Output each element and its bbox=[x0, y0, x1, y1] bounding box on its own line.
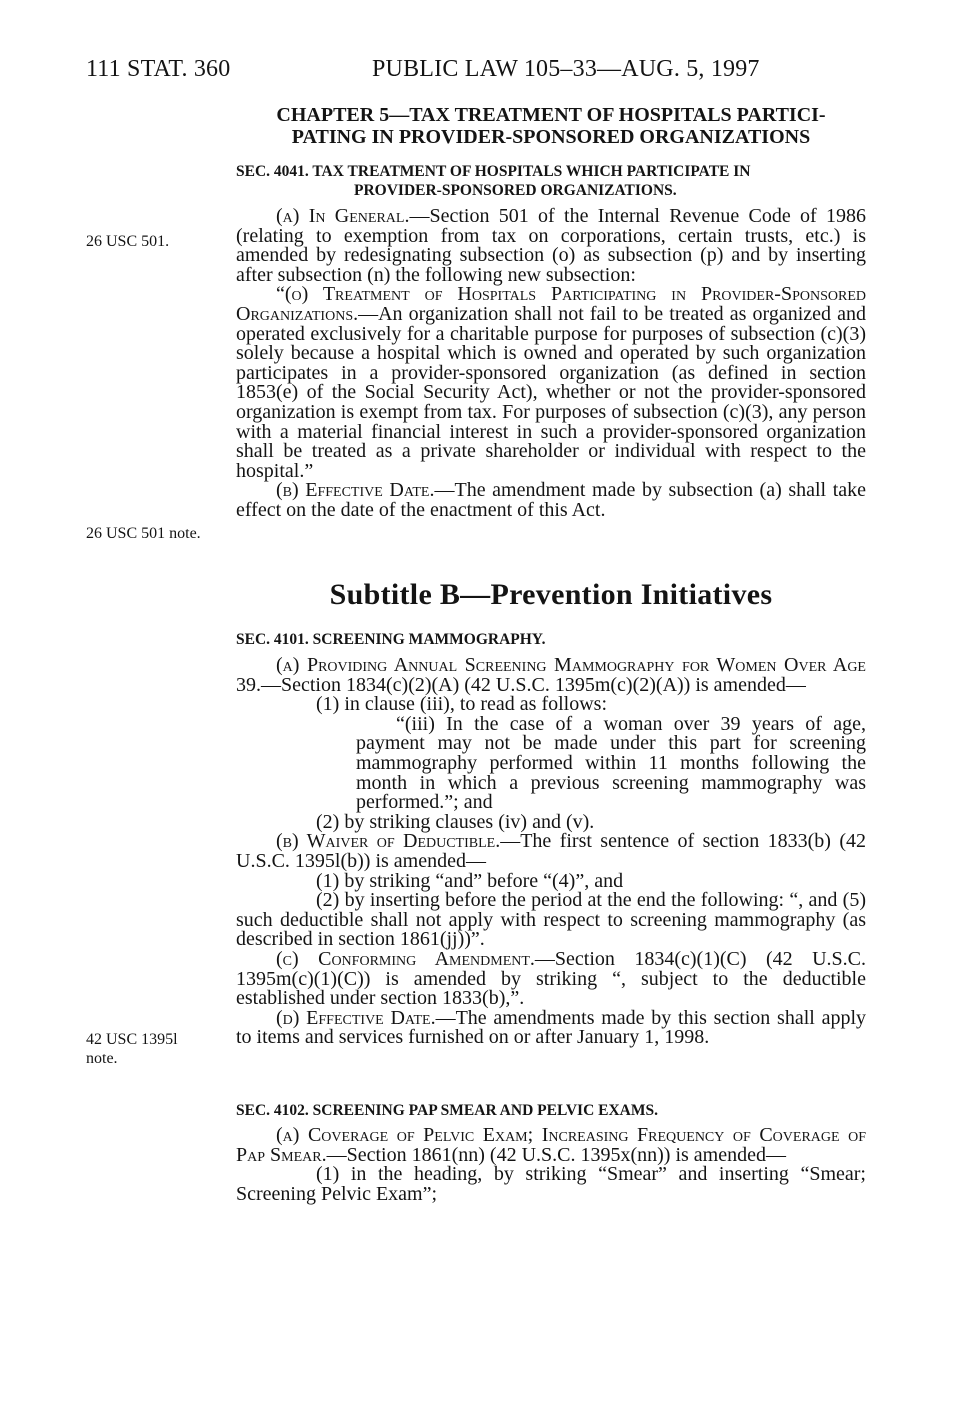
subsection-o-text: —An organization shall not fail to be treated as organized and operated exclusively for a charitable purpose for purposes of subsection (c)(3) solely because a hospital which is owned and operated by such organization participates in a provider-sponsored organization (as defined in section 1853(e) of the Social Security Act), whether or not the provider-sponsored organization is exempt from tax. For purposes of subsection (c)(3), any person with a material financial interest in such a provider-sponsored organization shall be treated as a private shareholder or individual with respect to the hospital.” bbox=[236, 302, 866, 482]
subsection-4101-d-label: (d) Effective Date. bbox=[276, 1006, 436, 1029]
subsection-4101-c bbox=[236, 947, 867, 1010]
subsection-4102-a-label: (a) Coverage of Pelvic Exam; Increasing Frequency of Coverage of Pap Smear. bbox=[236, 1124, 866, 1166]
clause-iii-quote: “(iii) In the case of a woman over 39 years of age, payment may not be made under this part for screening mammography performed within 11 months following the month in which a previous screening mammography was performed.”; and bbox=[356, 712, 866, 814]
subsection-4101-c-text: —Section 1834(c)(1)(C) (42 U.S.C. 1395m(c)(1)(C)) is amended by striking “, subject to the deductible established under section 1833(b),”. bbox=[236, 947, 867, 1010]
section-4041-title bbox=[236, 162, 866, 200]
margin-note-26usc501: 26 USC 501. bbox=[86, 233, 170, 250]
subsection-4041-a bbox=[236, 207, 866, 285]
margin-note-42usc1395l-line1: 42 USC 1395l bbox=[86, 1031, 178, 1048]
subsection-4102-a bbox=[236, 1126, 866, 1165]
subsection-4101-b-label: (b) Waiver of Deductible. bbox=[276, 830, 501, 853]
paragraph-4101-b2: (2) by inserting before the period at the end the following: “, and (5) such deductible shall not apply with respect to screening mammography (as described in section 1861(jj))”. bbox=[236, 889, 866, 951]
stat-citation: 111 STAT. 360 bbox=[86, 56, 231, 82]
subsection-4041-a-label: (a) In General. bbox=[276, 205, 410, 227]
subsection-4101-d-text: —The amendments made by this section shall apply to items and services furnished on or after January 1, 1998. bbox=[236, 1006, 866, 1049]
subsection-4101-a-text: —Section 1834(c)(2)(A) (42 U.S.C. 1395m(c)(2)(A)) is amended— bbox=[261, 673, 806, 696]
margin-note-42usc1395l bbox=[86, 1030, 178, 1068]
subsection-4041-b bbox=[236, 481, 866, 520]
subsection-4041-b-text: —The amendment made by subsection (a) shall take effect on the date of the enactment of this Act. bbox=[236, 479, 867, 521]
margin-note-26usc501-note: 26 USC 501 note. bbox=[86, 525, 201, 542]
section-4041-title-line1: SEC. 4041. TAX TREATMENT OF HOSPITALS WHICH PARTICIPATE IN bbox=[236, 163, 751, 180]
chapter-heading-line1: CHAPTER 5—TAX TREATMENT OF HOSPITALS PARTICI- bbox=[276, 104, 826, 126]
section-4101-body bbox=[236, 656, 866, 1048]
section-4102-body bbox=[236, 1126, 866, 1204]
subsection-4101-d bbox=[236, 1006, 866, 1049]
running-header: PUBLIC LAW 105–33—AUG. 5, 1997 bbox=[372, 56, 760, 82]
section-4101-title: SEC. 4101. SCREENING MAMMOGRAPHY. bbox=[236, 631, 546, 648]
subsection-4101-a-label: (a) Providing Annual Screening Mammography for Women Over Age 39. bbox=[236, 654, 866, 696]
chapter-heading bbox=[236, 104, 866, 148]
paragraph-4101-a1: (1) in clause (iii), to read as follows: bbox=[316, 693, 608, 716]
section-4102-title: SEC. 4102. SCREENING PAP SMEAR AND PELVIC EXAMS. bbox=[236, 1102, 659, 1119]
chapter-heading-line2: PATING IN PROVIDER-SPONSORED ORGANIZATIONS bbox=[291, 126, 811, 148]
paragraph-4101-a2: (2) by striking clauses (iv) and (v). bbox=[316, 810, 595, 833]
subtitle-heading: Subtitle B—Prevention Initiatives bbox=[329, 578, 773, 611]
subsection-4041-b-label: (b) Effective Date. bbox=[276, 479, 435, 502]
paragraph-4101-b1: (1) by striking “and” before “(4)”, and bbox=[316, 869, 624, 892]
margin-note-42usc1395l-line2: note. bbox=[86, 1050, 118, 1067]
subsection-4041-a-text: —Section 501 of the Internal Revenue Code of 1986 (relating to exemption from tax on corporations, certain trusts, etc.) is amended by redesignating subsection (o) as subsection (p) and by inserting after subsection (n) the following new subsection: bbox=[236, 205, 867, 286]
section-4041-body bbox=[236, 207, 866, 521]
subsection-4101-c-label: (c) Conforming Amendment. bbox=[276, 947, 535, 970]
subsection-o-label: “(o) Treatment of Hospitals Participating in Provider-Sponsored Organizations. bbox=[236, 283, 866, 325]
subsection-o-quote bbox=[236, 285, 866, 481]
subsection-4102-a-text: —Section 1861(nn) (42 U.S.C. 1395x(nn)) is amended— bbox=[326, 1143, 786, 1166]
paragraph-4102-a1: (1) in the heading, by striking “Smear” and inserting “Smear; Screening Pelvic Exam”; bbox=[236, 1163, 866, 1205]
subsection-4101-a bbox=[236, 656, 866, 695]
section-4041-title-line2: PROVIDER-SPONSORED ORGANIZATIONS. bbox=[354, 182, 677, 199]
subsection-4101-b bbox=[236, 832, 866, 871]
subsection-4101-b-text: —The first sentence of section 1833(b) (42 U.S.C. 1395l(b)) is amended— bbox=[236, 830, 866, 872]
